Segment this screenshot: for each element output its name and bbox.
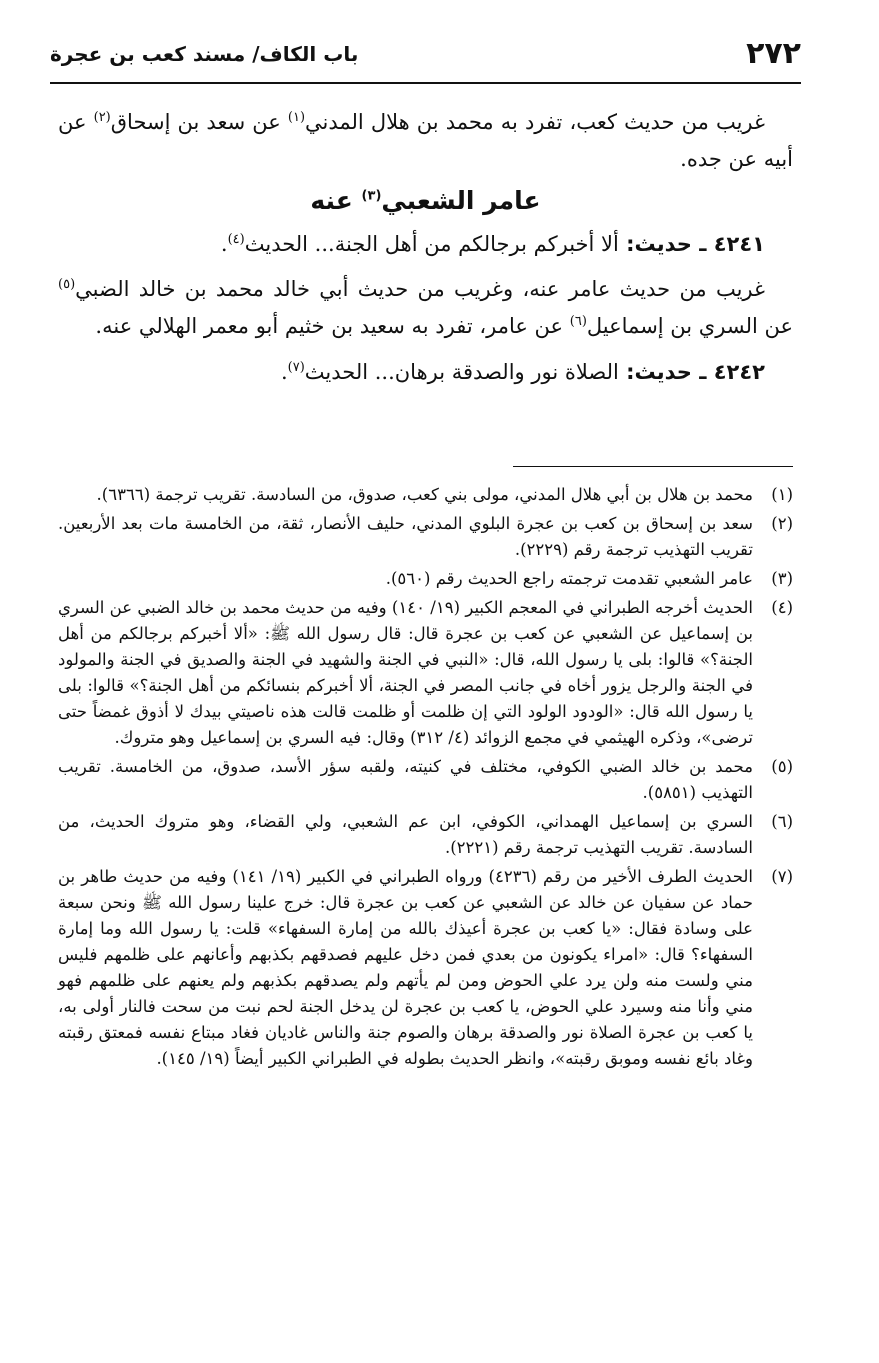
- footnote-text: الحديث أخرجه الطبراني في المعجم الكبير (١٩/ ١٤٠) وفيه من حديث محمد بن خالد الضبي عن السري بن إسماعيل عن الشعبي عن كعب بن عجرة قال: قال رسول الله ﷺ: «ألا أخبركم برجالكم من أهل الجنة؟» قالوا: بلى يا رسول الله، قال: «النبي في الجنة والشهيد في الجنة والصديق في الجنة والمولود في الجنة والرجل يزور أخاه في جانب المصر في الجنة، ألا أخبركم بنسائكم من أهل الجنة؟» قالوا: بلى يا رسول الله قال: «الودود الولود التي إن ظلمت أو ظلمت قالت هذه ناصيتي بيدك لا أذوق غمضاً حتى ترضى»، وذكره الهيثمي في مجمع الزوائد (٤/ ٣١٢) وقال: فيه السري بن إسماعيل وهو متروك.: [58, 598, 753, 747]
- footnote-5: [58, 754, 793, 806]
- comment-text-b: عن السري بن إسماعيل: [586, 314, 793, 338]
- hadith-4241: [58, 225, 793, 263]
- section-title: عامر الشعبي: [381, 186, 541, 215]
- footnote-1: [58, 482, 793, 508]
- footnote-ref-6: (٦): [569, 314, 587, 329]
- running-title: باب الكاف/ مسند كعب بن عجرة: [50, 42, 359, 66]
- hadith-end: .: [220, 232, 228, 256]
- footnote-ref-1: (١): [287, 110, 306, 125]
- footnote-ref-2: (٢): [93, 110, 111, 125]
- footnotes: [58, 482, 793, 1075]
- footnote-number: (٣): [771, 569, 793, 588]
- hadith-end: .: [280, 360, 288, 384]
- comment-text-a: غريب من حديث عامر عنه، وغريب من حديث أبي خالد محمد بن خالد الضبي: [75, 277, 765, 301]
- footnote-ref-4: (٤): [227, 232, 245, 247]
- footnote-4: [58, 595, 793, 751]
- footnote-text: محمد بن خالد الضبي الكوفي، مختلف في كنيته، ولقبه سؤر الأسد، صدوق، من الخامسة. تقريب التهذيب (٥٨٥١).: [58, 757, 753, 802]
- footnote-number: (٤): [771, 598, 793, 617]
- page-number: ٢٧٢: [746, 36, 801, 71]
- hadith-number: ٤٢٤٢: [713, 360, 765, 384]
- intro-text-b: عن سعد بن إسحاق: [110, 110, 288, 134]
- footnote-text: الحديث الطرف الأخير من رقم (٤٢٣٦) ورواه الطبراني في الكبير (١٩/ ١٤١) وفيه من حديث طاهر بن حماد عن سفيان عن خالد عن الشعبي عن كعب بن عجرة قال: خرج علينا رسول الله ﷺ ونحن سبعة على وسادة فقال: «يا كعب بن عجرة أعيذك بالله من إمارة السفهاء» قلت: يا رسول الله وما إمارة السفهاء؟ قال: «امراء يكونون من بعدي فمن دخل عليهم فصدقهم بكذبهم وأعانهم على ظلمهم فليس مني ولست منه ولن يرد علي الحوض ومن لم يأتهم ولم يصدقهم بكذبهم ولم يعنهم على ظلمهم فهو مني وأنا منه وسيرد علي الحوض، يا كعب بن عجرة لن يدخل الجنة لحم نبت من سحت فالنار أولى به، يا كعب بن عجرة الصلاة نور والصدقة برهان والصوم جنة والناس غاديان فغاد مبتاع نفسه فمعتق رقبته وغاد بائع نفسه وموبق رقبته»، وانظر الحديث بطوله في الطبراني الكبير أيضاً (١٩/ ١٤٥).: [58, 867, 754, 1068]
- footnote-text: سعد بن إسحاق بن كعب بن عجرة البلوي المدني، حليف الأنصار، ثقة، من الخامسة مات بعد الأربعين. تقريب التهذيب ترجمة رقم (٢٢٢٩).: [58, 514, 753, 559]
- comment-4241: [58, 271, 793, 345]
- footnote-number: (٥): [771, 757, 793, 776]
- footnote-3: [58, 566, 793, 592]
- footnote-7: [58, 864, 793, 1072]
- footnote-text: السري بن إسماعيل الهمداني، الكوفي، ابن عم الشعبي، ولي القضاء، وهو متروك الحديث، من السادسة. تقريب التهذيب ترجمة رقم (٢٢٢١).: [58, 812, 753, 857]
- hadith-number: ٤٢٤١: [713, 232, 765, 256]
- main-text: [58, 104, 793, 399]
- footnote-separator: [513, 466, 793, 467]
- section-heading: [58, 186, 793, 215]
- footnote-2: [58, 511, 793, 563]
- footnote-number: (٢): [771, 514, 793, 533]
- footnote-ref-3: (٣): [361, 188, 382, 204]
- footnote-ref-7: (٧): [287, 360, 305, 375]
- hadith-text: الصلاة نور والصدقة برهان... الحديث: [304, 360, 619, 384]
- intro-text-a: غريب من حديث كعب، تفرد به محمد بن هلال المدني: [305, 110, 765, 134]
- footnote-6: [58, 809, 793, 861]
- intro-paragraph: [58, 104, 793, 178]
- footnote-text: محمد بن هلال بن أبي هلال المدني، مولى بني كعب، صدوق، من السادسة. تقريب ترجمة (٦٣٦٦).: [96, 485, 753, 504]
- page-header: [50, 30, 801, 84]
- intro-text-c: عن أبيه عن جده.: [58, 110, 793, 171]
- hadith-label: ـ حديث:: [618, 360, 714, 384]
- footnote-number: (٦): [771, 812, 793, 831]
- footnote-number: (٧): [771, 867, 793, 886]
- comment-text-c: عن عامر، تفرد به سعيد بن خثيم أبو معمر الهلالي عنه.: [95, 314, 570, 338]
- hadith-label: ـ حديث:: [618, 232, 714, 256]
- hadith-4242: [58, 353, 793, 391]
- footnote-ref-5: (٥): [58, 277, 76, 292]
- footnote-number: (١): [771, 485, 793, 504]
- hadith-text: ألا أخبركم برجالكم من أهل الجنة... الحديث: [244, 232, 619, 256]
- section-suffix: عنه: [310, 186, 362, 215]
- footnote-text: عامر الشعبي تقدمت ترجمته راجع الحديث رقم (٥٦٠).: [385, 569, 753, 588]
